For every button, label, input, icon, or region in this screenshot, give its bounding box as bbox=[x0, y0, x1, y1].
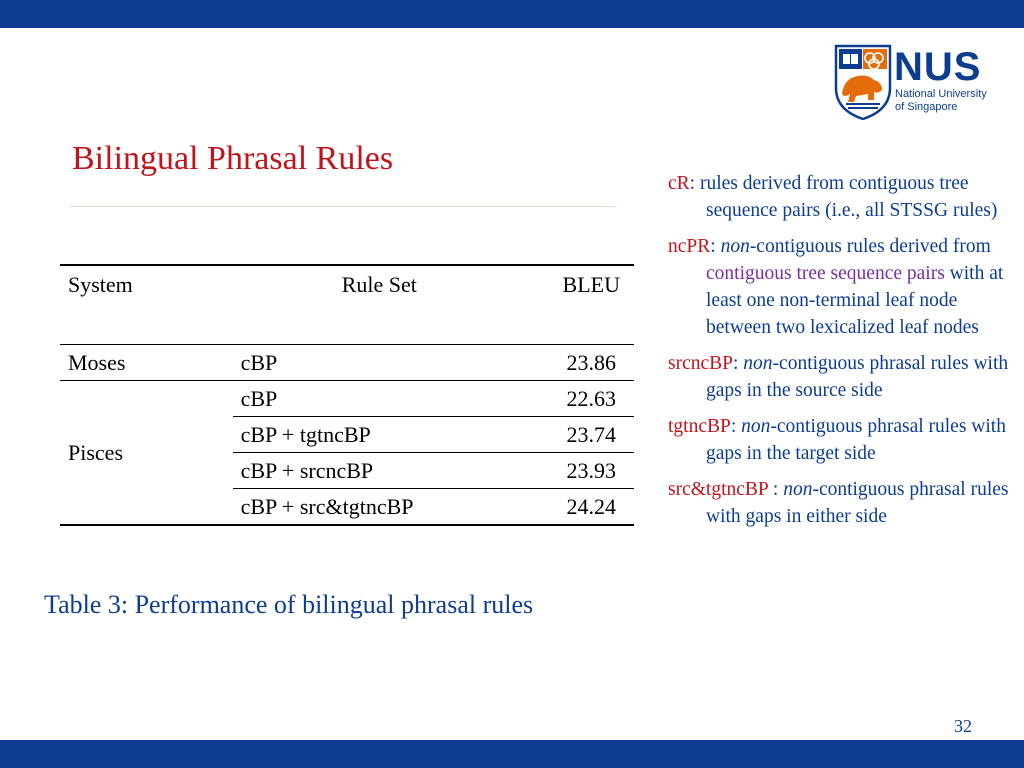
definition-separator: : bbox=[710, 236, 721, 257]
logo-wordmark: NUS bbox=[894, 45, 982, 89]
bleu-cell: 22.63 bbox=[526, 381, 634, 417]
table-caption: Table 3: Performance of bilingual phrasal rules bbox=[44, 590, 534, 619]
rule-set-cell: cBP bbox=[233, 345, 526, 381]
definition-text: -contiguous rules derived from bbox=[749, 236, 991, 257]
rule-set-cell: cBP + srcncBP bbox=[233, 453, 526, 489]
bleu-cell: 23.74 bbox=[526, 417, 634, 453]
definition-italic: non bbox=[741, 416, 771, 437]
bleu-cell: 23.93 bbox=[526, 453, 634, 489]
rule-set-cell: cBP + tgtncBP bbox=[233, 417, 526, 453]
slide-title: Bilingual Phrasal Rules bbox=[72, 140, 394, 177]
definition-separator: : bbox=[733, 353, 744, 374]
definition-highlight: contiguous tree sequence pairs bbox=[706, 263, 945, 284]
definition-text: -contiguous phrasal rules with gaps in the source side bbox=[706, 353, 1009, 401]
header-bleu: BLEU bbox=[526, 265, 634, 345]
definition-term: tgtncBP bbox=[668, 416, 731, 437]
results-table bbox=[60, 264, 634, 526]
rule-set-cell: cBP + src&tgtncBP bbox=[233, 489, 526, 526]
logo-subtitle-line2: of Singapore bbox=[895, 101, 958, 113]
definition-text: rules derived from contiguous tree sequence pairs (i.e., all STSSG rules) bbox=[699, 173, 998, 221]
header-system: System bbox=[60, 265, 233, 345]
definition-item bbox=[668, 233, 1018, 341]
definition-italic: non bbox=[783, 479, 813, 500]
definitions-list bbox=[668, 170, 1018, 539]
definition-separator: : bbox=[730, 416, 742, 437]
header-rule-set: Rule Set bbox=[233, 265, 526, 345]
top-banner bbox=[0, 0, 1024, 28]
table-row bbox=[60, 381, 634, 417]
table-row bbox=[60, 345, 634, 381]
definition-term: cR bbox=[668, 173, 690, 194]
definition-item bbox=[668, 350, 1018, 404]
definition-italic: non bbox=[743, 353, 773, 374]
definition-item bbox=[668, 413, 1018, 467]
title-divider bbox=[70, 206, 615, 207]
definition-text: with at least one non-terminal leaf node between two lexicalized leaf nodes bbox=[706, 263, 1004, 338]
bottom-banner bbox=[0, 740, 1024, 768]
definition-separator: : bbox=[689, 173, 700, 194]
definition-text: -contiguous phrasal rules with gaps in either side bbox=[706, 479, 1009, 527]
definition-term: ncPR bbox=[668, 236, 711, 257]
logo-subtitle-line1: National University bbox=[895, 88, 987, 100]
bleu-cell: 23.86 bbox=[526, 345, 634, 381]
page-number: 32 bbox=[954, 716, 972, 736]
definition-item bbox=[668, 170, 1018, 224]
definition-text: -contiguous phrasal rules with gaps in the target side bbox=[706, 416, 1006, 464]
system-cell: Pisces bbox=[60, 381, 233, 526]
definition-item bbox=[668, 476, 1018, 530]
definition-separator: : bbox=[768, 479, 784, 500]
definition-term: srcncBP bbox=[668, 353, 733, 374]
definition-italic: non bbox=[720, 236, 750, 257]
bleu-cell: 24.24 bbox=[526, 489, 634, 526]
rule-set-cell: cBP bbox=[233, 381, 526, 417]
definition-term: src&tgtncBP bbox=[668, 479, 769, 500]
system-cell: Moses bbox=[60, 345, 233, 381]
table-header-row bbox=[60, 265, 634, 345]
